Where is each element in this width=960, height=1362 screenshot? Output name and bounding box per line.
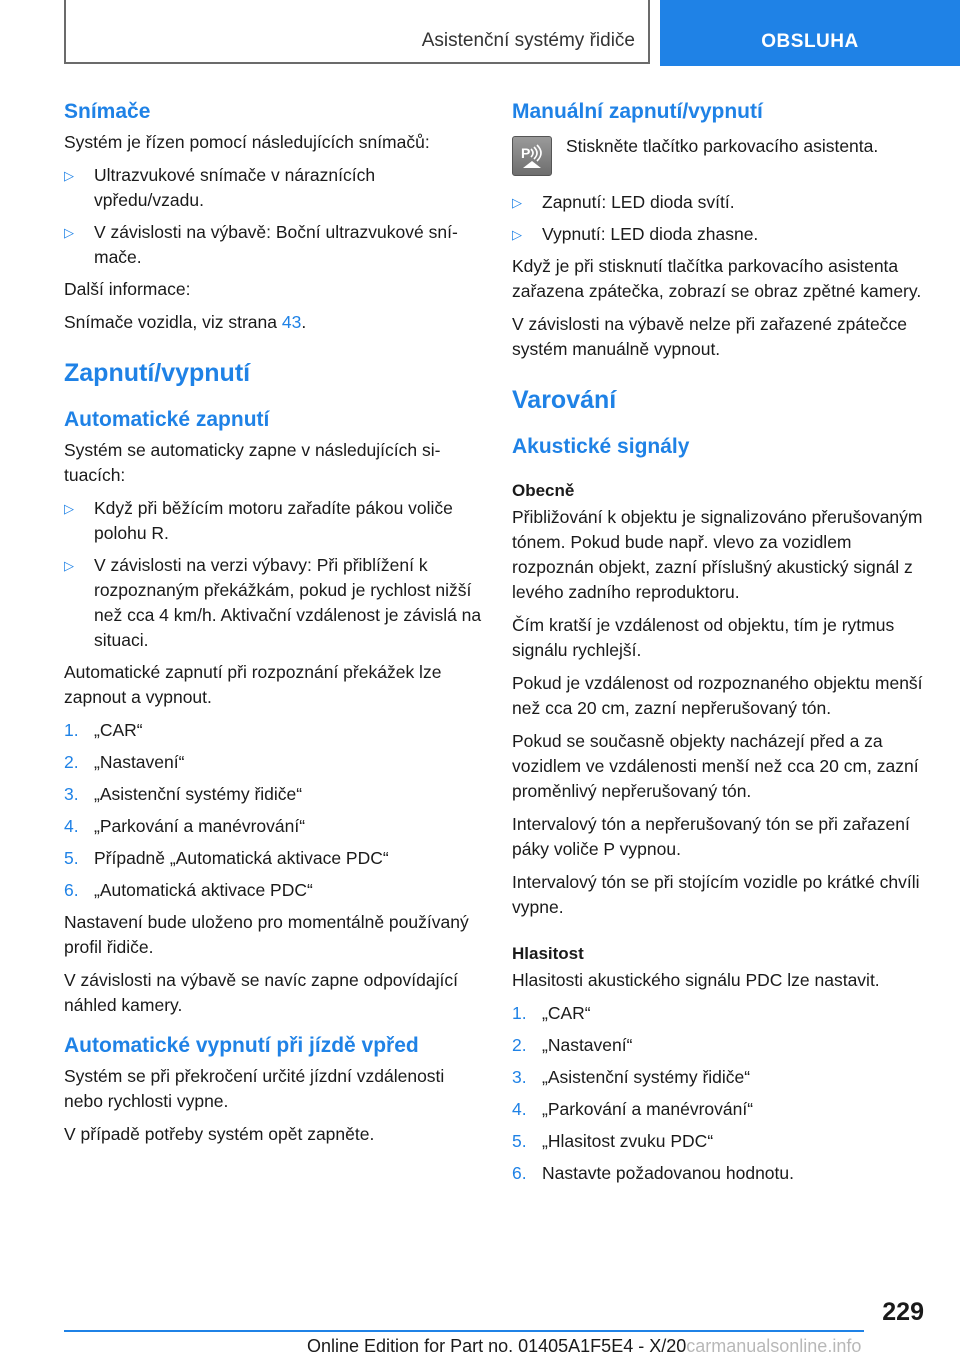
bullet-triangle-icon: ▷	[64, 225, 74, 240]
saved-profile-text: Nastavení bude uloženo pro momentálně používaný profil řidiče.	[64, 912, 469, 957]
general-text-2: Čím kratší je vzdálenost od objektu, tím je rytmus signálu rychlejší.	[512, 615, 895, 660]
bullet-triangle-icon: ▷	[64, 501, 74, 516]
heading-manual: Manuální zapnutí/vypnutí	[512, 100, 763, 123]
heading-volume: Hlasitost	[512, 944, 584, 963]
vehicle-sensors-ref: Snímače vozidla, viz strana 43.	[64, 312, 307, 332]
bullet-triangle-icon: ▷	[64, 558, 74, 573]
header-rule-bottom	[64, 62, 650, 64]
heading-sensors: Snímače	[64, 100, 151, 123]
list-item: 2. „Nastavení“	[64, 752, 185, 772]
general-text-5: Intervalový tón a nepřerušovaný tón se při zařazení páky voliče P vypnou.	[512, 814, 910, 859]
header-rule-left	[64, 0, 66, 64]
list-item: ▷ Když při běžícím motoru zařadíte pákou voliče polohu R.	[64, 498, 453, 543]
list-item: 4. „Parkování a manévrování“	[512, 1099, 754, 1119]
list-item: 4. „Parkování a manévrování“	[64, 816, 306, 836]
heading-auto-on: Automatické zapnutí	[64, 408, 270, 431]
auto-on-list	[64, 496, 482, 653]
page-link[interactable]: 43	[281, 312, 302, 332]
press-button-text: Stiskněte tlačítko parkovacího asistenta.	[566, 136, 879, 156]
led-list	[512, 190, 930, 247]
left-column	[64, 100, 482, 1155]
reverse-camera-text: Když je při stisknutí tlačítka parkovacího asistenta zařazena zpátečka, zobrazí se obraz zpětné kamery.	[512, 256, 922, 301]
list-item: 1. „CAR“	[512, 1003, 591, 1023]
pdc-button-row	[512, 134, 930, 176]
header-section-title: Asistenční systémy řidiče	[421, 30, 635, 51]
general-text-4: Pokud se současně objekty nacházejí před a za vozidlem ve vzdálenosti menší než cca 20 cm, zazní proměnlivý nepřerušovaný tón.	[512, 731, 919, 801]
settings-steps-left	[64, 718, 482, 903]
page-number: 229	[882, 1298, 924, 1326]
list-item: ▷ Zapnutí: LED dioda svítí.	[512, 190, 930, 215]
volume-text: Hlasitosti akustického signálu PDC lze nastavit.	[512, 970, 880, 990]
auto-on-intro: Systém se automaticky zapne v následujících situacích:	[64, 440, 441, 485]
footer-rule	[64, 1330, 864, 1332]
bullet-triangle-icon: ▷	[512, 227, 522, 242]
list-item: ▷ V závislosti na verzi výbavy: Při přiblížení k rozpoznaným překážkám, pokud je rychlost nižší než cca 4 km/h. Aktivační vzdálenost je závislá na situaci.	[64, 555, 482, 650]
footer-edition: Online Edition for Part no. 01405A1F5E4 - X/20carmanualsonline.info	[307, 1336, 862, 1356]
more-info-label: Další informace:	[64, 279, 191, 299]
bullet-triangle-icon: ▷	[512, 195, 522, 210]
list-item: ▷ Vypnutí: LED dioda zhasne.	[512, 222, 930, 247]
watermark: carmanualsonline.info	[686, 1336, 862, 1356]
list-item: 6. Nastavte požadovanou hodnotu.	[512, 1163, 794, 1183]
list-item: 3. „Asistenční systémy řidiče“	[512, 1067, 751, 1087]
list-item: ▷ Ultrazvukové snímače v náraznících vpředu/vzadu.	[64, 165, 376, 210]
header-rule-mid	[648, 0, 650, 64]
heading-on-off: Zapnutí/vypnutí	[64, 359, 251, 387]
heading-warning: Varování	[512, 386, 617, 414]
list-item: 2. „Nastavení“	[512, 1035, 633, 1055]
header-tab-obsluha[interactable]: OBSLUHA	[660, 0, 960, 66]
list-item: 5. Případně „Automatická aktivace PDC“	[64, 848, 389, 868]
reenable-text: V případě potřeby systém opět zapněte.	[64, 1124, 375, 1144]
svg-text:P: P	[521, 145, 531, 161]
list-item: ▷ V závislosti na výbavě: Boční ultrazvukové snímače.	[64, 222, 458, 267]
pdc-parking-button-icon	[512, 136, 552, 176]
bullet-triangle-icon: ▷	[64, 168, 74, 183]
general-text-6: Intervalový tón se při stojícím vozidle po krátké chvíli vypne.	[512, 872, 920, 917]
list-item: 5. „Hlasitost zvuku PDC“	[512, 1131, 714, 1151]
manual-off-text: V závislosti na výbavě nelze při zařazené zpátečce systém manuálně vypnout.	[512, 314, 907, 359]
sensor-list	[64, 163, 482, 270]
list-item: 3. „Asistenční systémy řidiče“	[64, 784, 303, 804]
right-column	[512, 100, 930, 1193]
camera-preview-text: V závislosti na výbavě se navíc zapne odpovídající náhled kamery.	[64, 970, 458, 1015]
heading-auto-off: Automatické vypnutí při jízdě vpřed	[64, 1034, 419, 1057]
general-text-3: Pokud je vzdálenost od rozpoznaného objektu menší než cca 20 cm, zazní nepřerušovaný tón.	[512, 673, 923, 718]
sensors-intro: Systém je řízen pomocí následujících snímačů:	[64, 132, 430, 152]
settings-steps-right	[512, 1001, 930, 1186]
general-text-1: Přibližování k objektu je signalizováno přerušovaným tónem. Pokud bude např. vlevo za vozidlem rozpoznán objekt, zazní příslušný akustický signál z levého zadního reproduktoru.	[512, 507, 923, 602]
list-item: 1. „CAR“	[64, 720, 143, 740]
list-item: 6. „Automatická aktivace PDC“	[64, 880, 313, 900]
auto-obstacle-text: Automatické zapnutí při rozpoznání překážek lze zapnout a vypnout.	[64, 662, 442, 707]
heading-acoustic: Akustické signály	[512, 435, 690, 458]
heading-general: Obecně	[512, 481, 575, 500]
auto-off-text: Systém se při překročení určité jízdní vzdálenosti nebo rychlosti vypne.	[64, 1066, 445, 1111]
